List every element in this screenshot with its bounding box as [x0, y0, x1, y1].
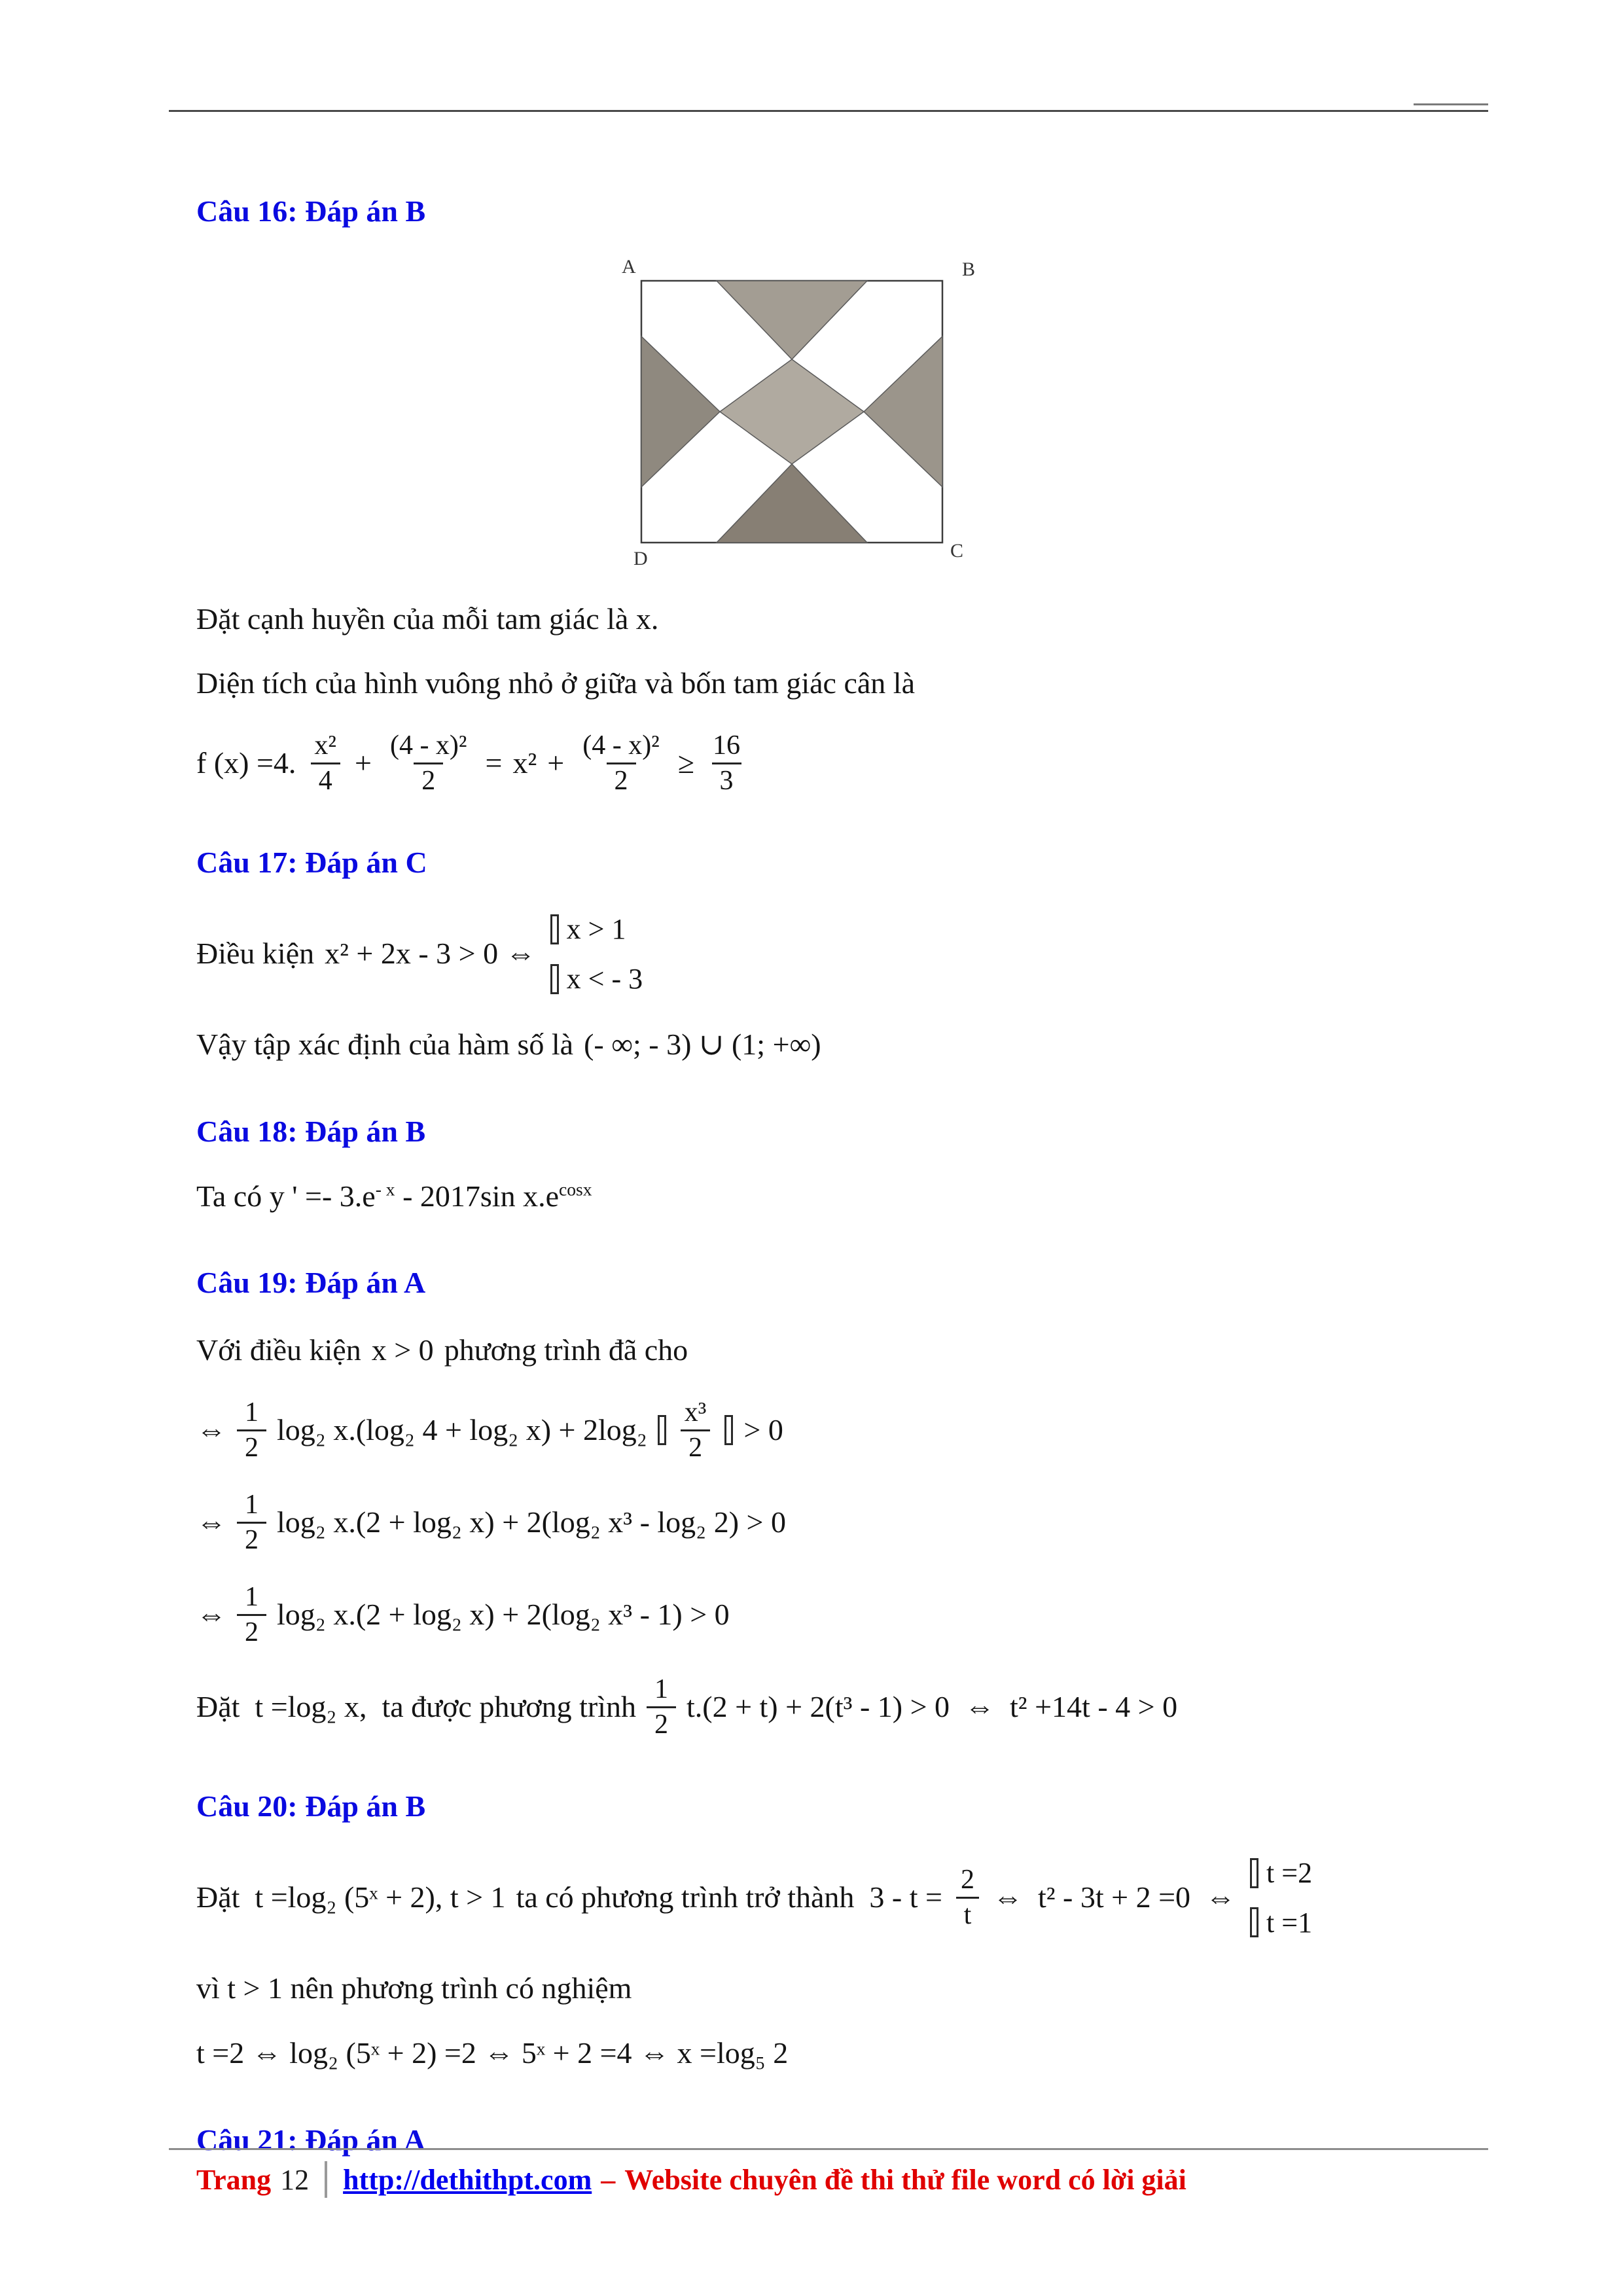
s17-domain-line	[196, 1023, 1440, 1067]
s19-line1-post: phương trình đã cho	[444, 1333, 688, 1367]
question-17-heading: Câu 17: Đáp án C	[196, 846, 427, 880]
s17-condition-line	[196, 908, 1440, 1000]
x-squared-term: x²	[512, 746, 537, 780]
s19-line1-cond: x > 0	[371, 1333, 434, 1367]
case-1: x > 1	[566, 912, 626, 945]
bracket-glyph-box	[658, 1415, 666, 1445]
s16-formula	[196, 729, 1440, 798]
cases-bracket	[550, 908, 643, 1000]
cases-bracket	[1250, 1852, 1312, 1944]
fraction: $\frac{\text{(4 - x)²}}{2}$	[382, 729, 475, 798]
case-2: t =1	[1266, 1906, 1313, 1939]
fraction: $\frac{1}{2}$	[237, 1581, 266, 1649]
s20-line1-post: ⇔ t² - 3t + 2 =0 ⇔	[992, 1880, 1236, 1914]
square-pattern-figure	[615, 255, 982, 569]
figure-label-a: A	[622, 255, 636, 278]
bracket-glyph-box	[550, 914, 559, 944]
fraction: $\frac{\text{x³}}{2}$	[677, 1396, 715, 1465]
exponent-cosx: cosx	[559, 1179, 592, 1200]
question-19-heading: Câu 19: Đáp án A	[196, 1266, 426, 1300]
s19-line3-body: log₂ x.(2 + log₂ x) + 2(log₂ x³ - log₂ 2) > 0	[277, 1505, 786, 1539]
s20-line3: t =2 ⇔ log₂ (5ˣ + 2) =2 ⇔ 5ˣ + 2 =4 ⇔ x =log₅ 2	[196, 2036, 789, 2070]
iff-arrow: ⇔	[196, 1598, 226, 1632]
square-pattern-svg	[615, 255, 982, 569]
s19-line2	[196, 1396, 1440, 1465]
page-footer	[196, 2161, 1186, 2198]
page-label: Trang	[196, 2163, 272, 2196]
geq-sign: ≥	[677, 746, 695, 780]
fraction: $\frac{\text{x²}}{4}$	[306, 729, 344, 798]
iff-arrow: ⇔	[196, 1413, 226, 1447]
figure-label-d: D	[633, 547, 648, 569]
s16-formula-lhs: f (x) =4.	[196, 746, 296, 780]
s18-pre: Ta có y ' =- 3.e	[196, 1179, 376, 1213]
page-content	[196, 190, 1440, 2183]
question-20-heading: Câu 20: Đáp án B	[196, 1789, 426, 1823]
question-18-heading: Câu 18: Đáp án B	[196, 1115, 426, 1149]
s16-line2: Diện tích của hình vuông nhỏ ở giữa và bốn tam giác cân là	[196, 666, 916, 700]
fraction: $\frac{\text{(4 - x)²}}{2}$	[575, 729, 668, 798]
s19-line4	[196, 1581, 1440, 1649]
footer-rule	[169, 2148, 1488, 2150]
s19-line2-tail: > 0	[743, 1413, 783, 1447]
case-2: x < - 3	[566, 962, 643, 995]
case-row	[550, 908, 643, 950]
exponent-minus-x: - x	[375, 1179, 395, 1200]
page-number: 12	[280, 2163, 310, 2196]
fraction: $\frac{1}{2}$	[237, 1488, 266, 1557]
s19-line3	[196, 1488, 1440, 1557]
s19-line1-pre: Với điều kiện	[196, 1333, 361, 1367]
s17-condition-expr: x² + 2x - 3 > 0 ⇔	[325, 937, 536, 971]
plus-sign: +	[355, 746, 372, 780]
iff-arrow: ⇔	[196, 1505, 226, 1539]
plus-sign: +	[547, 746, 565, 780]
s18-derivative-line	[196, 1175, 1440, 1219]
s20-line1-pre: Đặt t =log₂ (5ˣ + 2), t > 1	[196, 1880, 506, 1914]
case-row	[1250, 1902, 1312, 1944]
figure-label-b: B	[962, 258, 976, 280]
header-rule	[169, 110, 1488, 112]
s17-condition-text: Điều kiện	[196, 937, 315, 971]
case-row	[1250, 1852, 1312, 1894]
header-rule-tick	[1414, 103, 1488, 105]
s19-line5-body: t.(2 + t) + 2(t³ - 1) > 0 ⇔ t² +14t - 4 > 0	[686, 1690, 1178, 1724]
footer-link[interactable]: http://dethithpt.com	[343, 2163, 592, 2196]
s17-domain-text: Vậy tập xác định của hàm số là	[196, 1028, 574, 1062]
s19-line5-pre: Đặt t =log₂ x, ta được phương trình	[196, 1690, 636, 1724]
fraction: $\frac{1}{2}$	[647, 1673, 676, 1742]
s19-line4-body: log₂ x.(2 + log₂ x) + 2(log₂ x³ - 1) > 0	[277, 1598, 730, 1632]
footer-text: Website chuyên đề thi thử file word có lời giải	[624, 2163, 1186, 2196]
s19-line2-body: log₂ x.(log₂ 4 + log₂ x) + 2log₂	[277, 1413, 647, 1447]
figure-label-c: C	[950, 539, 964, 562]
bracket-glyph-box	[550, 964, 559, 994]
s19-line5	[196, 1673, 1440, 1742]
s17-domain-expr: (- ∞; - 3) ∪ (1; +∞)	[584, 1028, 821, 1062]
s18-mid: - 2017sin x.e	[395, 1179, 559, 1213]
bracket-glyph-box	[724, 1415, 733, 1445]
case-row	[550, 958, 643, 1000]
fraction: $\frac{2}{t}$	[953, 1863, 982, 1932]
equals-sign: =	[485, 746, 503, 780]
case-1: t =2	[1266, 1856, 1313, 1889]
footer-separator	[325, 2161, 327, 2198]
s20-line1	[196, 1852, 1440, 1944]
s20-line1-mid: ta có phương trình trở thành 3 - t =	[516, 1880, 942, 1914]
s16-line1: Đặt cạnh huyền của mỗi tam giác là x.	[196, 601, 659, 636]
s19-line1	[196, 1329, 1440, 1372]
bracket-glyph-box	[1250, 1907, 1258, 1937]
question-21-heading: Câu 21: Đáp án A	[196, 2123, 426, 2157]
question-16-heading: Câu 16: Đáp án B	[196, 194, 426, 228]
bracket-glyph-box	[1250, 1858, 1258, 1888]
s20-line2: vì t > 1 nên phương trình có nghiệm	[196, 1971, 632, 2005]
fraction: $\frac{1}{2}$	[237, 1396, 266, 1465]
footer-dash: –	[601, 2163, 616, 2196]
fraction: $\frac{16}{3}$	[705, 729, 748, 798]
